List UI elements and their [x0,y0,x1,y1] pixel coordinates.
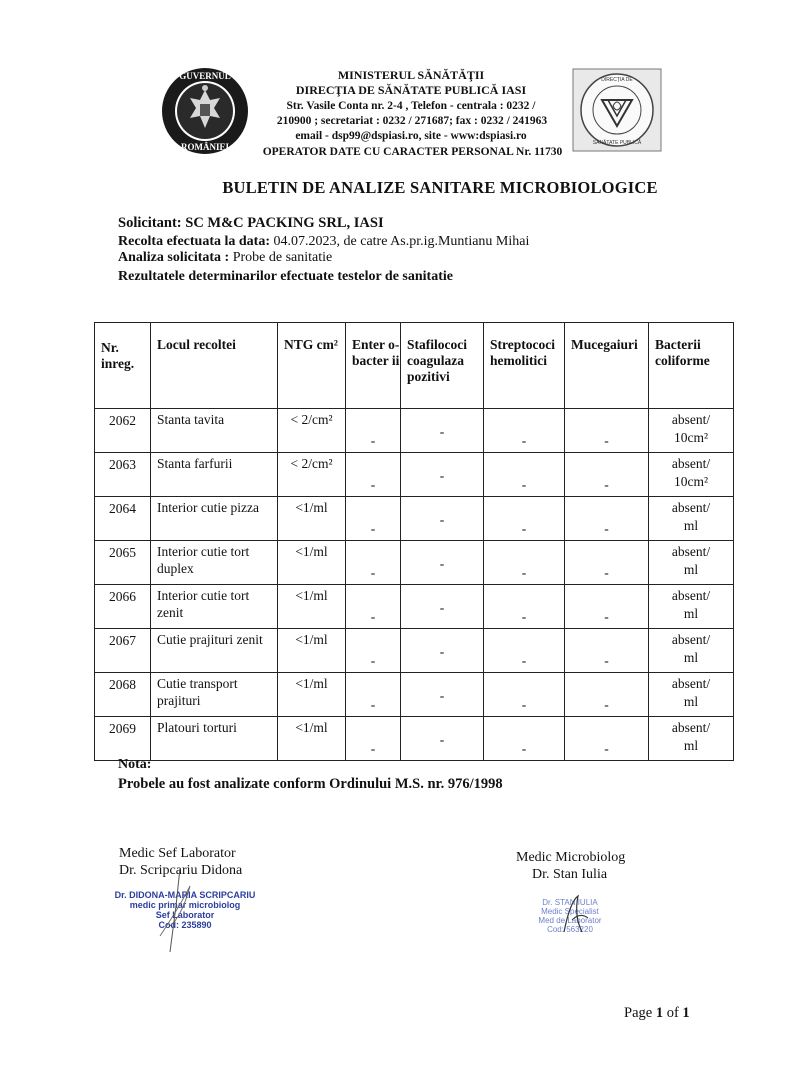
handwritten-signature-left [140,866,210,956]
cell-muce: - [565,497,649,541]
cell-bact: absent/ ml [649,585,734,629]
cell-muce: - [565,585,649,629]
cell-loc: Stanta tavita [151,409,278,453]
document-title: BULETIN DE ANALIZE SANITARE MICROBIOLOGICE [222,178,658,197]
cell-loc: Platouri torturi [151,717,278,761]
cell-ntg: < 2/cm² [278,453,346,497]
cell-ntg: < 2/cm² [278,409,346,453]
header-ministry: MINISTERUL SĂNĂTĂŢII [337,68,485,82]
cell-nr: 2066 [95,585,151,629]
cell-bact: absent/ ml [649,541,734,585]
cell-nr: 2065 [95,541,151,585]
cell-nr: 2067 [95,629,151,673]
header-address: Str. Vasile Conta nr. 2-4 , Telefon - centrala : 0232 / [286,100,536,112]
header-operator: OPERATOR DATE CU CARACTER PERSONAL Nr. 11730 [262,146,563,158]
header-muce: Mucegaiuri [565,323,649,409]
cell-muce: - [565,717,649,761]
cell-enter: - [346,541,401,585]
stamp-right: Dr. STAN IULIA Medic Specialist Med de Laborator Cod: 563220 [538,898,602,934]
nota-label: Nota: [118,757,152,772]
dsp-seal-logo [572,68,662,152]
rezultate-line: Rezultatele determinarilor efectuate testelor de sanitatie [118,269,453,284]
cell-nr: 2064 [95,497,151,541]
cell-muce: - [565,453,649,497]
stamp-left: Dr. DIDONA-MARIA SCRIPCARIU medic primar microbiolog Sef Laborator Cod: 235890 [114,890,256,930]
cell-stafil: - [401,717,484,761]
cell-bact: absent/ 10cm² [649,453,734,497]
results-table [94,322,734,761]
table-row [95,717,734,761]
cell-bact: absent/ ml [649,629,734,673]
cell-enter: - [346,673,401,717]
header-email-site: email - dsp99@dspiasi.ro, site - www:dspiasi.ro [295,130,527,142]
table-row [95,673,734,717]
cell-stafil: - [401,453,484,497]
table-row [95,541,734,585]
table-row [95,453,734,497]
cell-bact: absent/ ml [649,673,734,717]
signature-left-title: Medic Sef Laborator [119,846,236,861]
cell-strept: - [484,453,565,497]
cell-loc: Interior cutie tort duplex [151,541,278,585]
cell-bact: absent/ 10cm² [649,409,734,453]
signature-right-title: Medic Microbiolog [516,850,626,865]
header-loc: Locul recoltei [151,323,278,409]
cell-stafil: - [401,629,484,673]
table-header-row [95,323,734,409]
page-number: Page 1 of 1 [624,1005,690,1021]
cell-strept: - [484,409,565,453]
cell-strept: - [484,629,565,673]
cell-strept: - [484,497,565,541]
cell-ntg: <1/ml [278,541,346,585]
recolta-line: Recolta efectuata la data: 04.07.2023, de catre As.pr.ig.Muntianu Mihai [118,234,530,249]
svg-text:ROMÂNIEI: ROMÂNIEI [180,142,230,152]
table-row [95,497,734,541]
cell-strept: - [484,673,565,717]
cell-strept: - [484,717,565,761]
header-enter: Enter o-bacter ii [346,323,401,409]
cell-loc: Interior cutie pizza [151,497,278,541]
cell-stafil: - [401,541,484,585]
cell-ntg: <1/ml [278,717,346,761]
cell-stafil: - [401,497,484,541]
cell-enter: - [346,409,401,453]
cell-loc: Cutie transport prajituri [151,673,278,717]
cell-muce: - [565,673,649,717]
cell-ntg: <1/ml [278,673,346,717]
handwritten-signature-right [556,892,596,938]
cell-nr: 2068 [95,673,151,717]
header-phones: 210900 ; secretariat : 0232 / 271687; fax : 0232 / 241963 [276,115,548,127]
solicitant: Solicitant: SC M&C PACKING SRL, IASI [118,215,384,231]
cell-stafil: - [401,585,484,629]
header-bact: Bacterii coliforme [649,323,734,409]
header-stafil: Stafilococi coagulaza pozitivi [401,323,484,409]
cell-nr: 2063 [95,453,151,497]
cell-nr: 2069 [95,717,151,761]
header-strept: Streptococi hemolitici [484,323,565,409]
cell-enter: - [346,497,401,541]
cell-enter: - [346,717,401,761]
cell-ntg: <1/ml [278,497,346,541]
cell-ntg: <1/ml [278,629,346,673]
table-row [95,585,734,629]
cell-enter: - [346,453,401,497]
cell-ntg: <1/ml [278,585,346,629]
svg-text:GUVERNUL: GUVERNUL [179,71,231,81]
cell-loc: Stanta farfurii [151,453,278,497]
svg-text:SĂNĂTATE PUBLICĂ: SĂNĂTATE PUBLICĂ [592,140,642,146]
cell-loc: Cutie prajituri zenit [151,629,278,673]
signature-right-name: Dr. Stan Iulia [532,867,608,882]
cell-bact: absent/ ml [649,497,734,541]
cell-nr: 2062 [95,409,151,453]
cell-strept: - [484,585,565,629]
cell-muce: - [565,629,649,673]
cell-stafil: - [401,409,484,453]
table-row [95,629,734,673]
guvernul-romaniei-logo [160,66,250,156]
header-ntg: NTG cm² [278,323,346,409]
cell-muce: - [565,409,649,453]
cell-stafil: - [401,673,484,717]
header-nr: Nr. inreg. [95,323,151,409]
analiza-line: Analiza solicitata : Probe de sanitatie [118,250,333,265]
signature-right [516,849,625,883]
signature-left-name: Dr. Scripcariu Didona [119,863,243,878]
cell-enter: - [346,585,401,629]
svg-text:DIRECȚIA DE: DIRECȚIA DE [601,77,633,83]
table-row [95,409,734,453]
cell-strept: - [484,541,565,585]
nota-text: Probele au fost analizate conform Ordinului M.S. nr. 976/1998 [118,776,503,792]
cell-loc: Interior cutie tort zenit [151,585,278,629]
header-directorate: DIRECŢIA DE SĂNĂTATE PUBLICĂ IASI [295,83,527,97]
cell-bact: absent/ ml [649,717,734,761]
cell-muce: - [565,541,649,585]
cell-enter: - [346,629,401,673]
